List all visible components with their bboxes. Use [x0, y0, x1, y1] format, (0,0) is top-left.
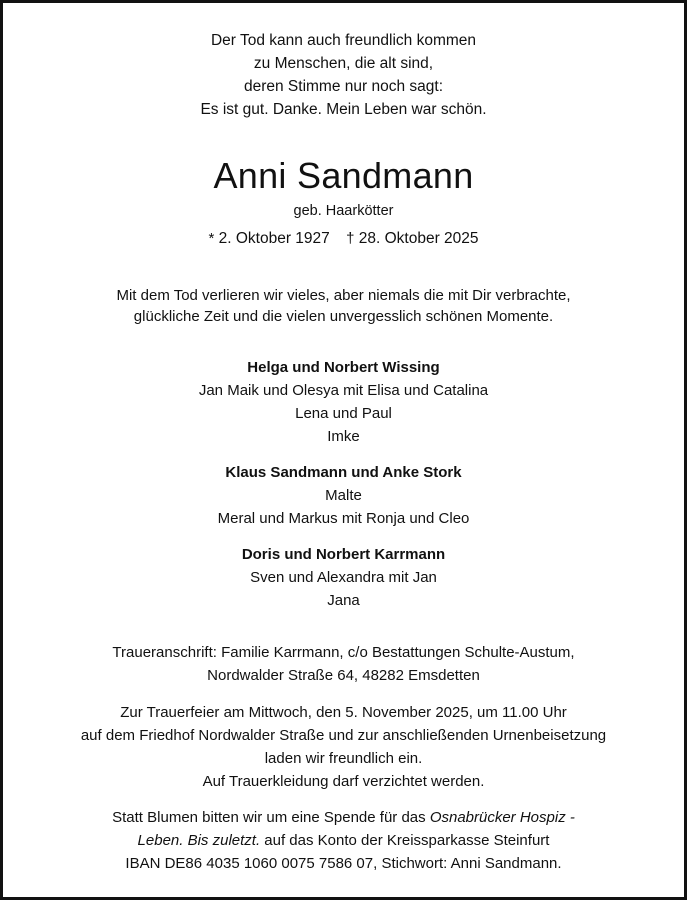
donation-line-1	[3, 808, 684, 828]
ceremony-line-1: Zur Trauerfeier am Mittwoch, den 5. November 2025, um 11.00 Uhr	[120, 704, 567, 721]
donation-prefix: Statt Blumen bitten wir um eine Spende für das	[112, 809, 430, 826]
hospiz-slogan: Leben. Bis zuletzt.	[137, 832, 261, 849]
birth-date: 2. Oktober 1927	[218, 230, 330, 247]
birth-group	[202, 230, 335, 247]
family-2-member: Malte	[325, 487, 362, 504]
deceased-name: Anni Sandmann	[213, 155, 474, 196]
address-line-2: Nordwalder Straße 64, 48282 Emsdetten	[207, 667, 480, 684]
poem-line-1: Der Tod kann auch freundlich kommen	[210, 32, 477, 49]
donation-bank: auf das Konto der Kreissparkasse Steinfurt	[260, 832, 550, 849]
death-group	[340, 230, 484, 247]
poem-line-3: deren Stimme nur noch sagt:	[243, 78, 444, 95]
message-line-1: Mit dem Tod verlieren wir vieles, aber niemals die mit Dir verbrachte,	[116, 287, 571, 304]
birth-name: geb. Haarkötter	[293, 203, 394, 219]
death-date: 28. Oktober 2025	[358, 230, 479, 247]
family-3-head: Doris und Norbert Karrmann	[241, 546, 446, 563]
family-1-member: Lena und Paul	[295, 405, 392, 422]
family-1-member: Jan Maik und Olesya mit Elisa und Catalina	[198, 382, 489, 399]
family-1-member: Imke	[327, 428, 360, 445]
address-line-1: Traueranschrift: Familie Karrmann, c/o Bestattungen Schulte-Austum,	[112, 644, 575, 661]
family-3-member: Jana	[327, 592, 360, 609]
family-1-head: Helga und Norbert Wissing	[247, 359, 440, 376]
ceremony-line-2: auf dem Friedhof Nordwalder Straße und zur anschließenden Urnenbeisetzung	[80, 727, 607, 744]
life-dates	[3, 229, 684, 249]
donation-line-2	[3, 831, 684, 851]
birth-symbol: *	[208, 230, 215, 247]
family-2-head: Klaus Sandmann und Anke Stork	[225, 464, 462, 481]
family-2-member: Meral und Markus mit Ronja und Cleo	[217, 510, 470, 527]
death-symbol: †	[346, 230, 355, 247]
message-line-2: glückliche Zeit und die vielen unvergesslich schönen Momente.	[133, 308, 554, 325]
donation-iban: IBAN DE86 4035 1060 0075 7586 07, Stichwort: Anni Sandmann.	[125, 855, 562, 872]
ceremony-line-4: Auf Trauerkleidung darf verzichtet werden.	[202, 773, 485, 790]
poem-line-4: Es ist gut. Danke. Mein Leben war schön.	[200, 101, 487, 118]
hospiz-name: Osnabrücker Hospiz -	[429, 809, 575, 826]
ceremony-line-3: laden wir freundlich ein.	[264, 750, 423, 767]
family-3-member: Sven und Alexandra mit Jan	[250, 569, 437, 586]
poem-line-2: zu Menschen, die alt sind,	[253, 55, 434, 72]
